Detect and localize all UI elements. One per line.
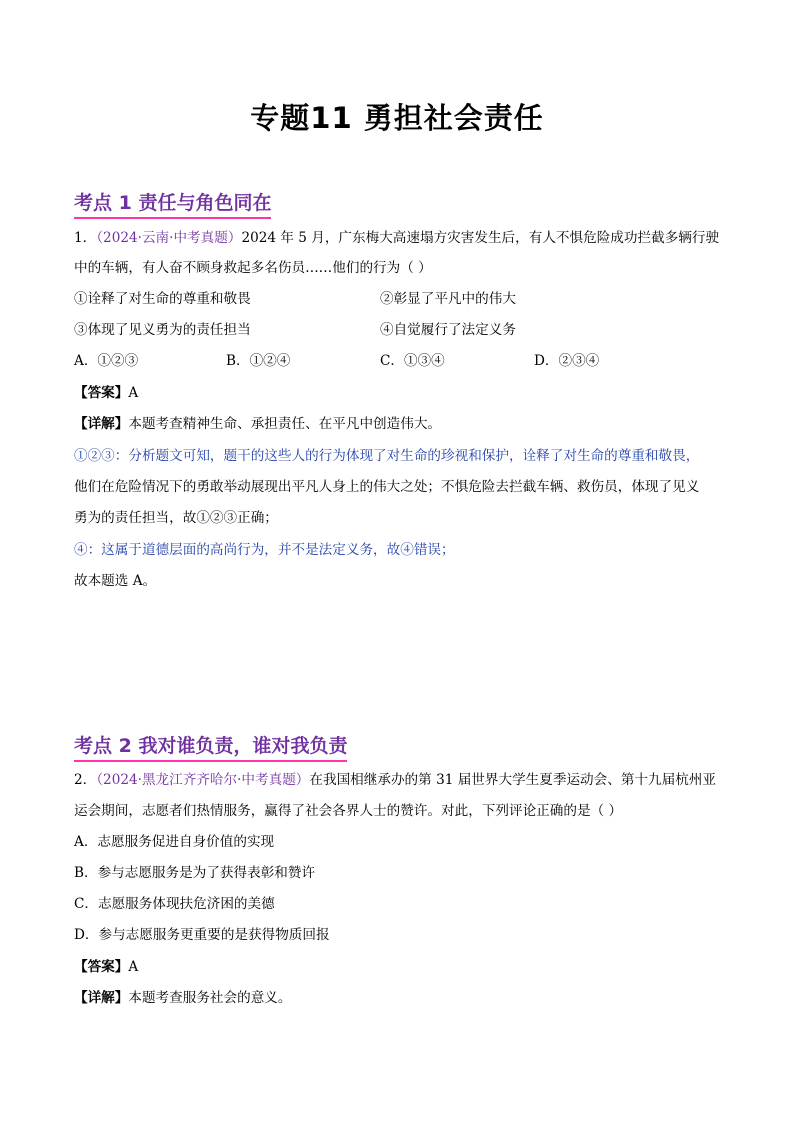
answer-line xyxy=(74,383,724,403)
option-a[interactable]: A．志愿服务促进自身价值的实现 xyxy=(74,834,275,850)
option-d[interactable]: D．参与志愿服务更重要的是获得物质回报 xyxy=(74,927,330,943)
question-source: （2024·云南·中考真题） xyxy=(96,230,242,246)
answer-line xyxy=(74,957,724,977)
detail-text: 本题考查服务社会的意义。 xyxy=(128,990,292,1006)
answer-label: 【答案】 xyxy=(74,385,129,401)
detail-line xyxy=(74,414,724,434)
explanation-line-2: 他们在危险情况下的勇敢举动展现出平凡人身上的伟大之处；不惧危险去拦截车辆、救伤员，体现了见义 xyxy=(74,479,700,495)
question-source: （2024·黑龙江齐齐哈尔·中考真题） xyxy=(96,772,310,788)
explanation-line-1 xyxy=(74,446,724,466)
option-d[interactable]: D．②③④ xyxy=(534,353,600,369)
section-heading-1: 考点 1 责任与角色同在 xyxy=(74,188,271,219)
explanation-1a: ①②③：分析题文可知，题干的这些人的行为体现了对生命的珍视和保护，诠释了对生命的尊重和敬畏， xyxy=(74,448,700,464)
option-b[interactable]: B．参与志愿服务是为了获得表彰和赞许 xyxy=(74,865,316,881)
question-number: 1． xyxy=(74,230,97,246)
answer-value: A xyxy=(128,385,139,401)
question-text: 2024 年 5 月，广东梅大高速塌方灾害发生后，有人不惧危险成功拦截多辆行驶 xyxy=(241,230,720,246)
explanation-line-3: 勇为的责任担当，故①②③正确； xyxy=(74,510,278,526)
detail-line xyxy=(74,988,724,1008)
page-title: 专题11 勇担社会责任 xyxy=(250,101,544,135)
question-2-line-2: 运会期间，志愿者们热情服务，赢得了社会各界人士的赞许。对此，下列评论正确的是（ ） xyxy=(74,803,623,819)
question-1-line-2: 中的车辆，有人奋不顾身救起多名伤员……他们的行为（ ） xyxy=(74,260,432,276)
statement-3: ③体现了见义勇为的责任担当 xyxy=(74,322,251,338)
statement-row-2 xyxy=(74,320,724,340)
statement-row-1 xyxy=(74,289,724,309)
statement-1: ①诠释了对生命的尊重和敬畏 xyxy=(74,291,251,307)
option-a[interactable]: A．①②③ xyxy=(74,353,139,369)
statement-2: ②彰显了平凡中的伟大 xyxy=(380,291,516,307)
question-1-line-1 xyxy=(74,228,724,248)
option-c[interactable]: C．志愿服务体现扶危济困的美德 xyxy=(74,896,275,912)
explanation-line-4: ④：这属于道德层面的高尚行为，并不是法定义务，故④错误； xyxy=(74,542,455,558)
detail-label: 【详解】 xyxy=(74,416,129,432)
answer-label: 【答案】 xyxy=(74,959,129,975)
question-text: 在我国相继承办的第 31 届世界大学生夏季运动会、第十九届杭州亚 xyxy=(309,772,716,788)
question-number: 2． xyxy=(74,772,97,788)
answer-value: A xyxy=(128,959,139,975)
section-heading-2: 考点 2 我对谁负责，谁对我负责 xyxy=(74,731,347,762)
option-b[interactable]: B．①②④ xyxy=(226,353,291,369)
detail-label: 【详解】 xyxy=(74,990,129,1006)
conclusion-line: 故本题选 A。 xyxy=(74,573,157,589)
statement-4: ④自觉履行了法定义务 xyxy=(380,322,516,338)
question-2-line-1 xyxy=(74,770,724,790)
option-c[interactable]: C．①③④ xyxy=(380,353,445,369)
detail-text: 本题考查精神生命、承担责任、在平凡中创造伟大。 xyxy=(128,416,442,432)
